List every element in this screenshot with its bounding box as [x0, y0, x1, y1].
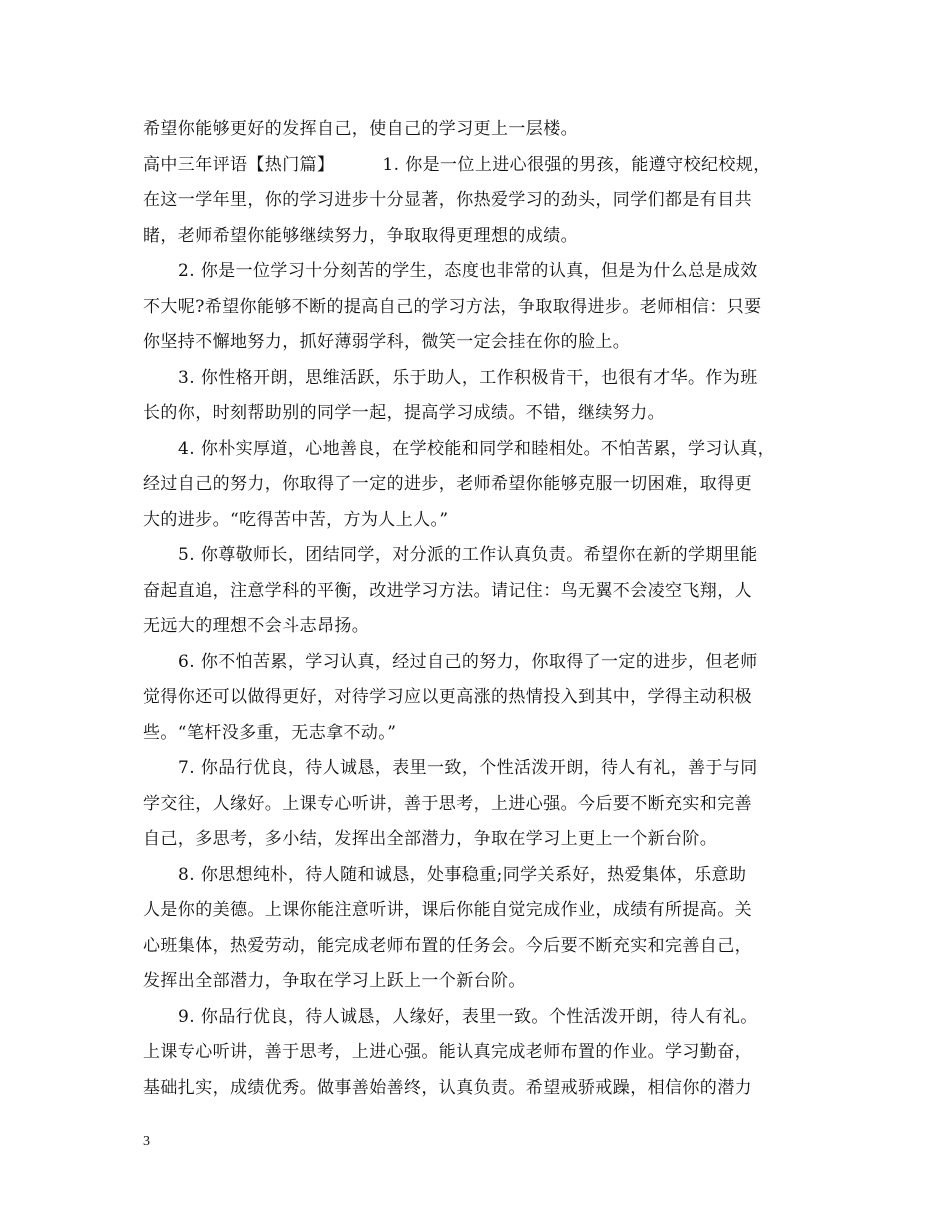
text-line: 无远大的理想不会斗志昂扬。 [143, 616, 370, 636]
text-line: 奋起直追，注意学科的平衡，改进学习方法。请记住：鸟无翼不会凌空飞翔，人 [143, 580, 752, 601]
comment-5-start: 5. 你尊敬师长，团结同学，对分派的工作认真负责。希望你在新的学期里能 [178, 545, 758, 565]
section-heading-line [143, 148, 821, 184]
comment-6-start: 6. 你不怕苦累，学习认真，经过自己的努力，你取得了一定的进步，但老师 [178, 651, 758, 672]
text-line: 希望你能够更好的发挥自己，使自己的学习更上一层楼。 [143, 119, 578, 139]
text-line: 大的进步。“吃得苦中苦，方为人上人。” [143, 509, 449, 530]
text-line: 发挥出全部潜力，争取在学习上跃上一个新台阶。 [143, 971, 526, 991]
text-line: 睹，老师希望你能够继续努力，争取取得更理想的成绩。 [143, 225, 578, 246]
text-line: 学交往，人缘好。上课专心听讲，善于思考，上进心强。今后要不断充实和完善 [143, 793, 752, 814]
comment-7-start: 7. 你品行优良，待人诚恳，表里一致，个性活泼开朗，待人有礼，善于与同 [178, 758, 758, 778]
text-line: 些。“笔杆没多重，无志拿不动。” [143, 722, 397, 743]
comment-2-start: 2. 你是一位学习十分刻苦的学生，态度也非常的认真，但是为什么总是成效 [178, 261, 758, 281]
comment-8-start: 8. 你思想纯朴，待人随和诚恳，处事稳重;同学关系好，热爱集体，乐意助 [178, 864, 747, 885]
text-line: 自己，多思考，多小结，发挥出全部潜力，争取在学习上更上一个新台阶。 [143, 829, 718, 849]
text-line: 不大呢?希望你能够不断的提高自己的学习方法，争取取得进步。老师相信：只要 [143, 296, 762, 317]
text-line: 上课专心听讲，善于思考，上进心强。能认真完成老师布置的作业。学习勤奋， [143, 1042, 752, 1062]
text-line: 基础扎实，成绩优秀。做事善始善终，认真负责。希望戒骄戒躁，相信你的潜力 [143, 1077, 752, 1098]
comment-1-start: 1. 你是一位上进心很强的男孩，能遵守校纪校规， [382, 154, 771, 175]
section-title: 高中三年评语【热门篇】 [143, 154, 335, 175]
comment-4-start: 4. 你朴实厚道，心地善良，在学校能和同学和睦相处。不怕苦累，学习认真， [178, 438, 776, 459]
document-body [143, 112, 821, 1106]
text-line: 你坚持不懈地努力，抓好薄弱学科，微笑一定会挂在你的脸上。 [143, 332, 631, 352]
comment-3-start: 3. 你性格开朗，思维活跃，乐于助人，工作积极肯干，也很有才华。作为班 [178, 367, 758, 388]
text-line: 长的你，时刻帮助别的同学一起，提高学习成绩。不错，继续努力。 [143, 403, 665, 423]
text-line: 经过自己的努力，你取得了一定的进步，老师希望你能够克服一切困难，取得更 [143, 474, 752, 494]
text-line: 心班集体，热爱劳动，能完成老师布置的任务会。今后要不断充实和完善自己， [143, 935, 752, 956]
comment-9-start: 9. 你品行优良，待人诚恳，人缘好，表里一致。个性活泼开朗，待人有礼。 [178, 1006, 758, 1027]
text-line: 在这一学年里，你的学习进步十分显著，你热爱学习的劲头，同学们都是有目共 [143, 190, 752, 210]
text-line: 觉得你还可以做得更好，对待学习应以更高涨的热情投入到其中，学得主动积极 [143, 687, 752, 707]
page-number: 3 [143, 1134, 150, 1149]
text-line: 人是你的美德。上课你能注意听讲，课后你能自觉完成作业，成绩有所提高。关 [143, 900, 752, 920]
